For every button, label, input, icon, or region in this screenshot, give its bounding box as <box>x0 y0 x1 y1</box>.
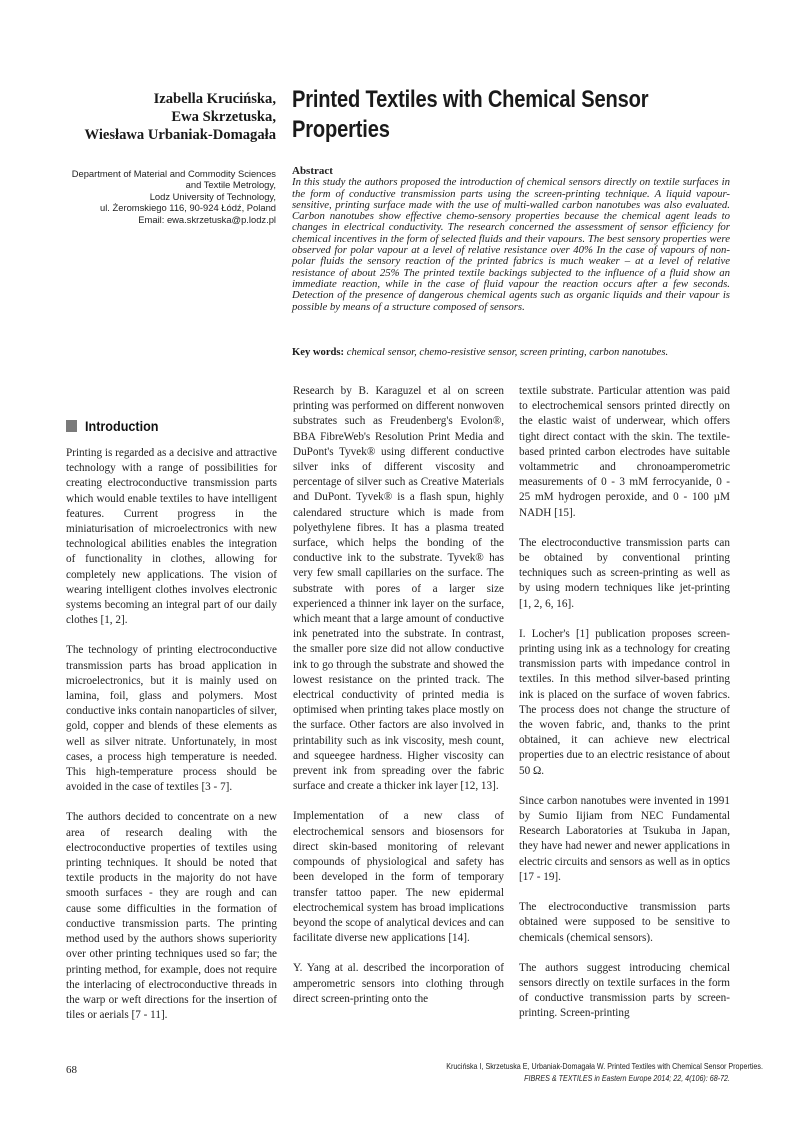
section-heading-introduction <box>66 418 167 434</box>
page-number: 68 <box>66 1064 77 1076</box>
paragraph: The authors decided to concentrate on a new area of research dealing with the electroconductive properties of textiles using printing techniques. It should be noted that textile products in the majority do not have smooth surfaces - they are rough and can cause some difficulties in the formation of conductive transmission parts. The printing method used by the authors shows superiority over other printing techniques used so far; the printing method, for example, does not require the interlacing of electroconductive threads in the warp or weft directions for the insertion of tiles or aerials [7 - 11]. <box>66 811 277 1022</box>
author-name: Izabella Krucińska, <box>153 91 276 107</box>
paragraph: Since carbon nanotubes were invented in 1991 by Sumio Iijiam from NEC Fundamental Research Laboratories at Tsukuba in Japan, they have had newer and newer applications in electric circuits and sensors as well as in optics [17 - 19]. <box>519 794 730 883</box>
paragraph: Printing is regarded as a decisive and attractive technology with a range of possibilities for creating electroconductive transmission parts which would enable textiles to have intelligent features. Current progress in the miniaturisation of microelectronics with new technological abilities enables the integration of functionality in clothes, allowing for completely new applications. The vision of wearing intelligent clothes involves electronic systems becoming an integral part of our daily clothes [1, 2]. <box>66 447 277 627</box>
citation-line: Krucińska I, Skrzetuska E, Urbaniak-Domagała W. Printed Textiles with Chemical Sensor Properties. <box>446 1061 763 1071</box>
keywords-text: chemical sensor, chemo-resistive sensor, screen printing, carbon nanotubes. <box>346 347 669 358</box>
affiliation-line: Department of Material and Commodity Sciences <box>71 168 276 179</box>
footer-citation <box>400 1060 763 1084</box>
affiliation-line: ul. Żeromskiego 116, 90-924 Łódź, Poland <box>100 202 276 214</box>
affiliation <box>40 168 276 225</box>
keywords <box>292 347 730 359</box>
paragraph: The electroconductive transmission parts obtained were supposed to be sensitive to chemicals (chemical sensors). <box>519 901 730 944</box>
paragraph: Y. Yang at al. described the incorporation of amperometric sensors into clothing through direct screen-printing onto the <box>293 962 504 1005</box>
paragraph: textile substrate. Particular attention was paid to electrochemical sensors printed directly on the elastic waist of underwear, which offers tight direct contact with the skin. The textile-based printed carbon electrodes have suitable voltammetric and chronoamperometric measurements of 0 - 3 mM ferrocyanide, 0 - 25 mM hydrogen peroxide, and 0 - 100 µM NADH [15]. <box>519 385 730 519</box>
paragraph: Research by B. Karaguzel et al on screen printing was performed on different nonwoven substrates such as Freudenberg's Evolon®, BBA FibreWeb's Resolution Print Media and DuPont's Tyvek® using different conductive silver inks of different viscosity and percentage of silver such as Creative Materials and DuPont. Tyvek® is a flash spun, highly calendared structure which is made from polyethylene fibres. It has a plasma treated surface, which helps the bonding of the conductive ink to the substrate. Tyvek® has very few small capillaries on the surface. The substrate with pores of a larger size experienced a thinner ink layer on the surface, which meant that a large amount of conductive ink penetrated into the substrate. In contrast, the smaller pore size did not allow conductive ink to go through the substrate and showed the lowest resistance on the printed track. The electrical conductivity of printed media is optimised when printing takes place mostly on the surface. Other factors are also involved in printability such as ink viscosity, mesh count, and squeegee hardness. Higher viscosity can prevent ink from spreading over the fabric surface and create a thicker ink layer [12, 13]. <box>293 385 504 793</box>
author-list <box>40 90 276 144</box>
section-marker-icon <box>66 420 77 432</box>
author-name: Wiesława Urbaniak-Domagała <box>84 127 276 143</box>
affiliation-line: Lodz University of Technology, <box>149 190 276 202</box>
column-1 <box>66 446 277 1038</box>
abstract-heading: Abstract <box>292 165 333 177</box>
journal-line: FIBRES & TEXTILES in Eastern Europe 2014; 22, 4(106): 68-72. <box>524 1073 730 1083</box>
abstract-text: In this study the authors proposed the introduction of chemical sensors directly on textile surfaces in the form of conductive transmission parts using the screen-printing technique. A liquid vapour-sensitive, printing surface made with the use of multi-walled carbon nanotubes was also evaluated. Carbon nanotubes show effective chemo-sensory properties because the chemical agent leads to changes in electrical conductivity. The research concerned the assessment of sensor efficiency for chemical incentives in the form of selected fluids and their vapours. The best sensory properties were observed for polar vapour at a level of relative resistance over 40% In the case of vapours of non-polar fluids the sensory reaction of the printed fabrics is much weaker – at a level of relative resistance of about 25% The printed textile backings subjected to the influence of a fluid show an immediate reaction, while in the case of fluid vapour the reaction occurs after a few seconds. Detection of the presence of dangerous chemical agents such as organic liquids and their vapour is possible by means of a structure composed of sensors. <box>292 176 730 313</box>
paragraph: The authors suggest introducing chemical sensors directly on textile surfaces in the form of conductive transmission parts by screen-printing. Screen-printing <box>519 961 730 1020</box>
affiliation-email: Email: ewa.skrzetuska@p.lodz.pl <box>138 213 276 225</box>
author-name: Ewa Skrzetuska, <box>171 109 276 125</box>
affiliation-line: and Textile Metrology, <box>185 179 276 191</box>
paragraph: I. Locher's [1] publication proposes screen-printing using ink as a technology for creating transmission parts with impedance control in textiles. In this method silver-based printing ink is placed on the surface of woven fabrics. The process does not change the structure of the woven fabric, and, thanks to the print obtained, it can achieve new electrical properties due to an electric resistance of about 50 Ω. <box>519 627 730 777</box>
paragraph: Implementation of a new class of electrochemical sensors and biosensors for direct skin-based monitoring of relevant compounds of physiological and safety has been developed in the form of temporary transfer tattoo paper. The new epidermal electrochemical system has broad implications beyond the scope of analytical devices and can facilitate diverse new applications [14]. <box>293 810 504 945</box>
paper-title: Printed Textiles with Chemical Sensor Properties <box>292 86 649 143</box>
column-3 <box>519 384 730 1037</box>
keywords-label: Key words: <box>292 347 345 358</box>
column-2 <box>293 384 504 1022</box>
abstract <box>292 166 730 313</box>
section-title: Introduction <box>85 418 159 434</box>
paragraph: The electroconductive transmission parts can be obtained by conventional printing techniques such as screen-printing as well as by using modern techniques like jet-printing [1, 2, 6, 16]. <box>519 536 730 610</box>
paragraph: The technology of printing electroconductive transmission parts has broad application in microelectronics, but it is mainly used on lamina, foil, glass and polymers. Most conductive inks contain nanoparticles of silver, gold, copper and blends of these elements as well as silver nitrate. Unfortunately, in most cases, a process high temperature is needed. This high-temperature process should be avoided in the case of textiles [3 - 7]. <box>66 644 277 794</box>
